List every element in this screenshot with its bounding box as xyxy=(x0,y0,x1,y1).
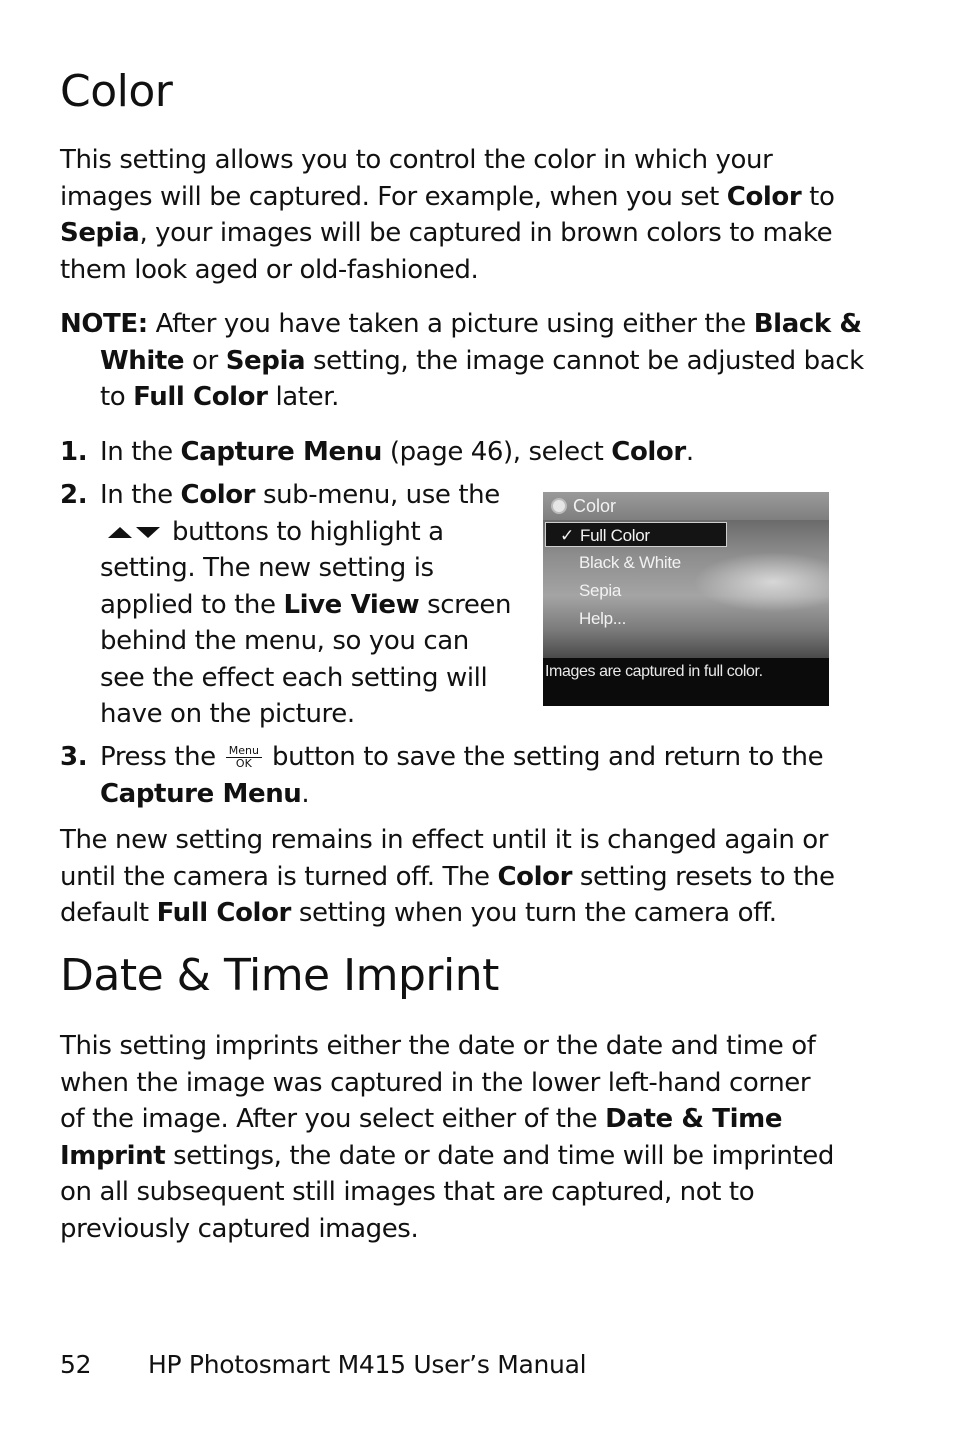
text: setting when you turn the camera off. xyxy=(290,898,777,928)
camera-screen-image xyxy=(543,492,829,706)
step-1 xyxy=(60,434,880,471)
step-number: 3. xyxy=(60,742,88,772)
bold-term: Date & Time Imprint xyxy=(60,1104,783,1171)
color-outro-paragraph xyxy=(60,822,840,932)
camera-menu-item-sepia xyxy=(545,578,727,603)
up-down-arrows-icon xyxy=(106,524,162,540)
text: setting resets to the default xyxy=(60,861,835,928)
bold-term: Color xyxy=(180,480,256,510)
step-3 xyxy=(60,739,880,812)
bold-term: Capture Menu xyxy=(100,778,302,809)
camera-status-text: Images are captured in full color. xyxy=(543,658,829,706)
text: button to save the setting and return to the xyxy=(271,742,824,772)
camera-menu-titlebar xyxy=(543,492,829,520)
text: Press the xyxy=(100,742,216,772)
text: . xyxy=(685,437,694,467)
text: In the xyxy=(100,437,181,467)
text: screen behind the menu, so you can see the effect each setting will have on the picture. xyxy=(100,589,512,729)
camera-menu-item-label: Sepia xyxy=(579,581,621,600)
date-time-paragraph xyxy=(60,1028,840,1247)
color-intro-paragraph xyxy=(60,142,840,288)
bold-term: Black & White xyxy=(100,309,862,376)
text: to xyxy=(801,181,835,212)
camera-menu-item-label: Full Color xyxy=(580,526,650,545)
text: later. xyxy=(267,382,339,412)
menu-ok-button-icon xyxy=(226,745,262,770)
camera-menu-item-label: Black & White xyxy=(579,553,681,572)
text: , your images will be captured in brown colors to make them look aged or old-fashioned. xyxy=(60,218,833,285)
note-paragraph xyxy=(60,306,870,416)
camera-menu-item-help xyxy=(545,606,727,631)
note-label: NOTE: xyxy=(60,309,148,339)
bold-term: Sepia xyxy=(60,218,140,248)
color-menu-icon xyxy=(551,498,567,514)
page-footer xyxy=(60,1350,586,1379)
step-2 xyxy=(60,477,520,733)
text: After you have taken a picture using either the xyxy=(147,309,754,339)
bold-term: Live View xyxy=(283,589,420,620)
text: sub-menu, use the xyxy=(255,480,500,510)
text: In the xyxy=(100,480,181,510)
bold-term: Full Color xyxy=(156,898,291,928)
text: setting, the image cannot be adjusted back to xyxy=(100,345,864,412)
text: This setting imprints either the date or the date and time of when the image was captured in the lower left-hand corner of the image. After you select either of the xyxy=(60,1031,816,1134)
text: (page 46), select xyxy=(381,437,612,467)
checkmark-icon: ✓ xyxy=(560,526,574,545)
bold-term: Sepia xyxy=(225,345,306,376)
manual-title: HP Photosmart M415 User’s Manual xyxy=(148,1350,587,1379)
camera-menu-item-label: Help... xyxy=(579,609,627,628)
camera-menu-title: Color xyxy=(573,496,617,516)
step-number: 1. xyxy=(60,437,88,467)
text: . xyxy=(301,778,310,809)
camera-menu-item-full-color xyxy=(545,522,727,547)
text: or xyxy=(184,345,226,376)
bold-term: Color xyxy=(726,181,802,212)
page-number: 52 xyxy=(60,1350,92,1379)
ok-label: OK xyxy=(235,757,252,770)
section-title-color: Color xyxy=(60,66,173,117)
bold-term: Full Color xyxy=(133,382,268,412)
text: This setting allows you to control the color in which your images will be captured. For example, when you set xyxy=(60,145,773,212)
text: buttons to highlight a setting. The new setting is applied to the xyxy=(100,516,444,620)
bold-term: Color xyxy=(611,437,686,467)
bold-term: Capture Menu xyxy=(180,437,382,467)
text: settings, the date or date and time will be imprinted on all subsequent still images that are captured, not to previously captured images. xyxy=(60,1140,834,1244)
menu-label: Menu xyxy=(226,745,262,758)
camera-menu-item-black-white xyxy=(545,550,727,575)
text: The new setting remains in effect until it is changed again or until the camera is turned off. The xyxy=(60,825,829,892)
bold-term: Color xyxy=(497,861,573,892)
section-title-date-time-imprint: Date & Time Imprint xyxy=(60,950,499,1001)
step-number: 2. xyxy=(60,480,88,510)
